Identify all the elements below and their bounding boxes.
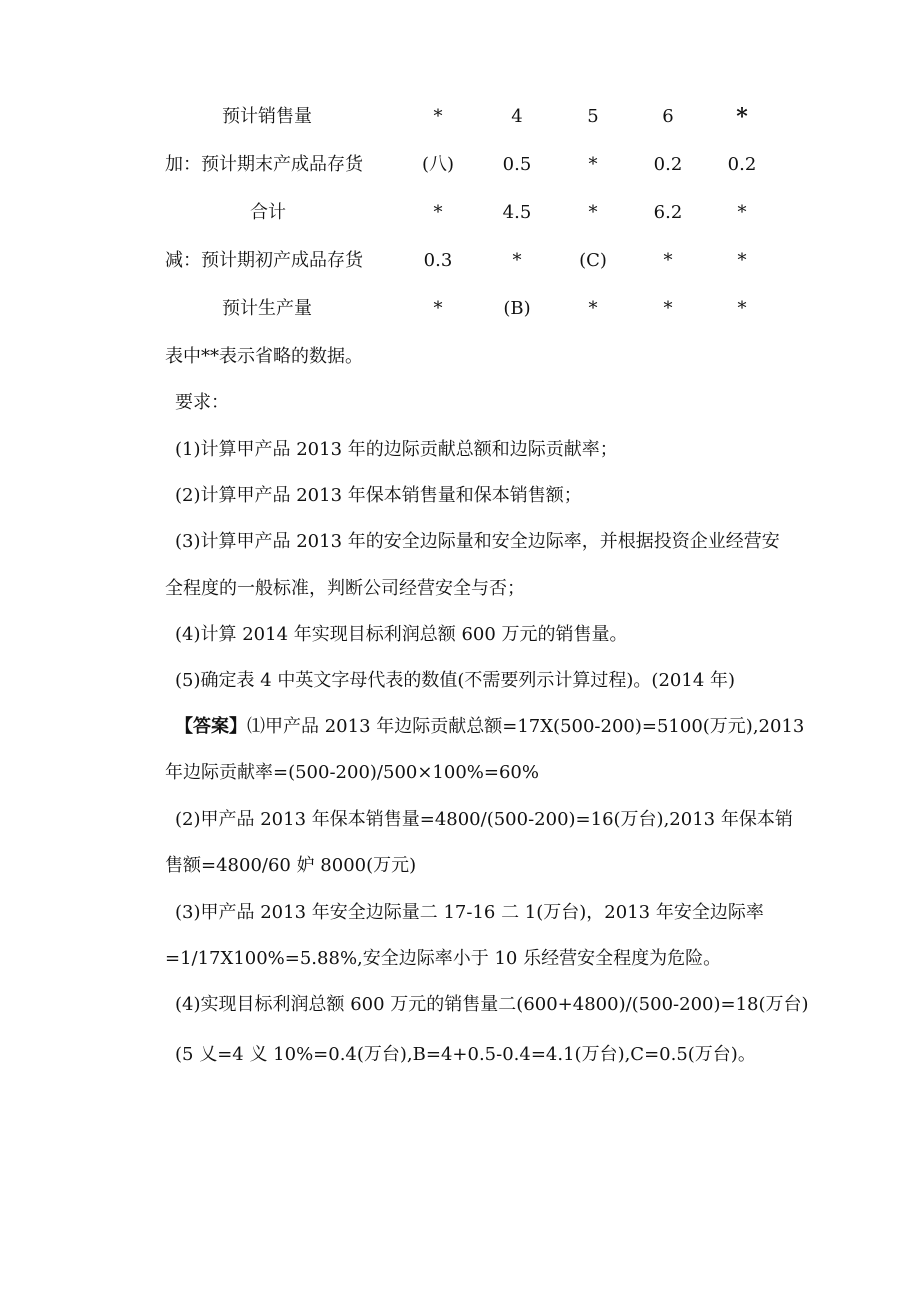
table-row [0,150,920,180]
table-cell: * [736,104,748,130]
table-cell: * [433,298,443,319]
table-cell: 0.2 [653,154,683,175]
requirement-item: (1)计算甲产品 2013 年的边际贡献总额和边际贡献率； [175,439,618,460]
row-label: 合计 [250,202,286,223]
table-cell: 4 [511,106,523,127]
row-label: 预计销售量 [222,106,312,127]
table-cell: * [588,154,598,175]
table-row [0,102,920,132]
table-cell: 5 [587,106,599,127]
answer-line: =1/17X100%=5.88%,安全边际率小于 10 乐经营安全程度为危险。 [165,948,722,969]
table-cell: 0.3 [423,250,453,271]
table-cell: * [512,250,522,271]
answer-line: (4)实现目标利润总额 600 万元的销售量二(600+4800)/(500-200)=18(万台) [175,994,809,1015]
table-note: 表中**表示省略的数据。 [165,346,363,367]
answer-line: (2)甲产品 2013 年保本销售量=4800/(500-200)=16(万台),2013 年保本销 [175,809,793,830]
table-row [0,246,920,276]
table-row [0,198,920,228]
table-cell: 4.5 [502,202,532,223]
table-cell: 6 [662,106,674,127]
table-cell: 0.5 [502,154,532,175]
table-cell: * [737,298,747,319]
table-cell: * [433,202,443,223]
table-cell: 6.2 [653,202,683,223]
table-cell: * [663,298,673,319]
table-cell: (八) [421,154,455,175]
table-cell: (B) [503,298,531,319]
table-cell: 0.2 [727,154,757,175]
table-cell: * [737,202,747,223]
answer-label: 【答案】 [175,716,247,737]
requirement-item: (5)确定表 4 中英文字母代表的数值(不需要列示计算过程)。(2014 年) [175,670,736,691]
table-cell: (C) [579,250,607,271]
requirement-item: (2)计算甲产品 2013 年保本销售量和保本销售额； [175,485,582,506]
requirement-item: 全程度的一般标准，判断公司经营安全与否； [165,578,525,599]
answer-line: 售额=4800/60 妒 8000(万元) [165,855,417,876]
table-cell: * [663,250,673,271]
row-label: 预计生产量 [222,298,312,319]
table-cell: * [588,202,598,223]
answer-line: (3)甲产品 2013 年安全边际量二 17-16 二 1(万台)，2013 年安全边际率 [175,902,764,923]
row-label: 减：预计期初产成品存货 [165,250,363,271]
answer-line: (5 乂=4 义 10%=0.4(万台),B=4+0.5-0.4=4.1(万台),C=0.5(万台)。 [175,1044,756,1065]
answer-line [175,712,804,742]
requirements-title: 要求： [175,392,229,413]
table-cell: * [433,106,443,127]
answer-line: 年边际贡献率=(500-200)/500×100%=60% [165,762,539,783]
requirement-item: (4)计算 2014 年实现目标利润总额 600 万元的销售量。 [175,624,628,645]
requirement-item: (3)计算甲产品 2013 年的安全边际量和安全边际率，并根据投资企业经营安 [175,531,780,552]
answer-text: ⑴甲产品 2013 年边际贡献总额=17X(500-200)=5100(万元),2013 [247,716,805,737]
row-label: 加：预计期末产成品存货 [165,154,363,175]
table-cell: * [737,250,747,271]
table-cell: * [588,298,598,319]
table-row [0,294,920,324]
